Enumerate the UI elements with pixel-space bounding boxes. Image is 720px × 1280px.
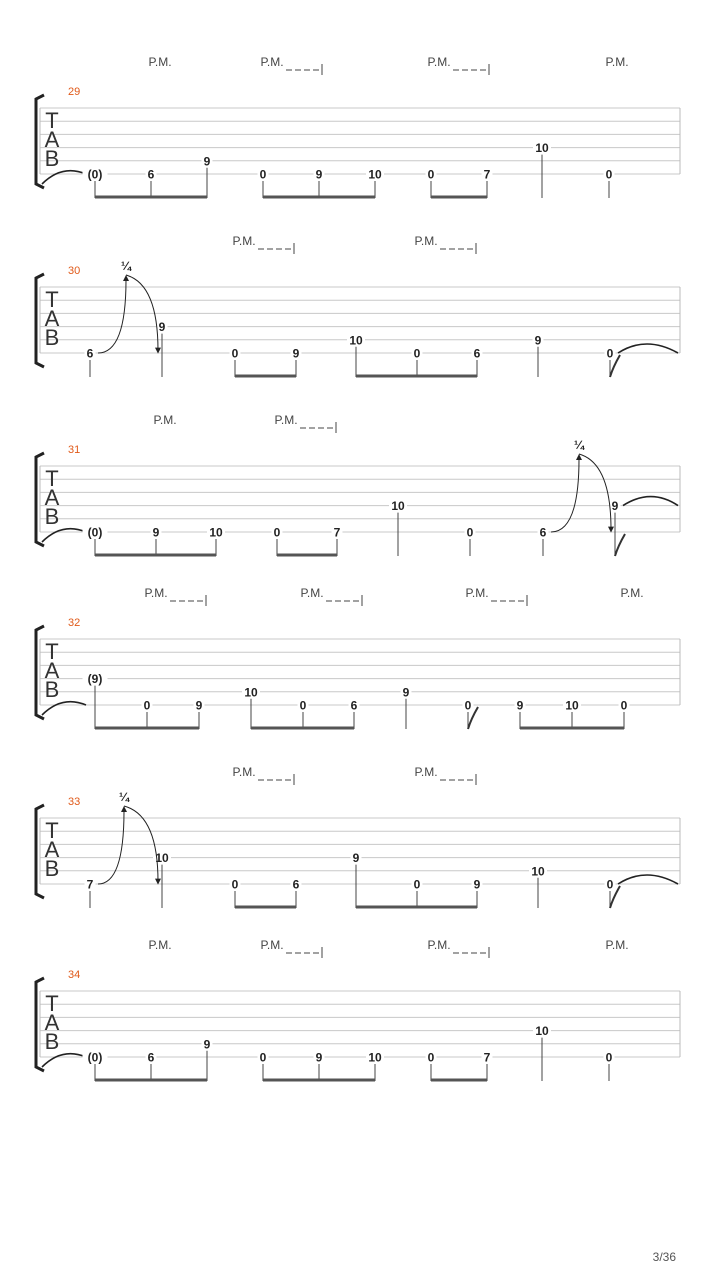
fret-number: 6 [539,525,547,540]
tie-in-arc [42,702,86,715]
tab-clef-letter: B [44,1029,60,1054]
note[interactable] [482,1050,493,1081]
palm-mute-label: P.M. [620,586,644,600]
tab-clef-letter: B [44,504,60,529]
note[interactable] [202,154,213,198]
note[interactable] [401,685,412,729]
tie-out-arc [623,497,678,506]
note[interactable] [349,698,360,729]
note[interactable] [472,346,483,377]
note[interactable] [194,698,205,729]
fret-number: 10 [244,685,258,700]
note[interactable] [482,167,493,198]
fret-number: 10 [155,851,169,866]
fret-number: 6 [147,1050,155,1065]
note[interactable] [426,167,437,198]
tab-clef-letter: T [45,466,59,491]
note[interactable] [605,877,621,908]
note[interactable] [85,877,96,908]
tab-clef-letter: T [45,108,59,133]
fret-number: 9 [315,167,323,182]
beam [277,554,337,557]
note[interactable] [426,1050,437,1081]
note[interactable] [412,346,423,377]
fret-number: 9 [611,499,619,514]
tie-in-arc [42,1054,86,1067]
note[interactable] [465,525,476,556]
fret-number: 10 [391,499,405,514]
palm-mute-label: P.M. [144,586,168,600]
fret-number: 10 [531,864,545,879]
fret-number: 10 [368,167,382,182]
fret-number: 10 [368,1050,382,1065]
palm-mute-label: P.M. [260,938,284,952]
note[interactable] [472,877,483,908]
tie-in-arc [42,529,86,542]
beam [356,375,477,378]
fret-number: 9 [315,1050,323,1065]
palm-mute-label: P.M. [153,413,177,427]
note[interactable] [83,1050,108,1081]
note[interactable] [291,877,302,908]
note[interactable] [389,499,407,556]
staff-system [36,234,680,378]
fret-number: 0 [259,167,267,182]
fret-number: 0 [413,877,421,892]
tab-clef-letter: A [44,306,60,331]
fret-number: 10 [535,1024,549,1039]
palm-mute-label: P.M. [300,586,324,600]
note[interactable] [463,698,479,729]
fret-number: 6 [473,346,481,361]
fret-number: 9 [203,1037,211,1052]
note-flag [615,534,625,556]
fret-number: (9) [87,672,103,687]
note[interactable] [538,525,549,556]
bend-arc-up [551,459,579,532]
note[interactable] [563,698,581,729]
beam [431,196,487,199]
palm-mute-label: P.M. [427,938,451,952]
note[interactable] [146,167,157,198]
beam [356,906,477,909]
fret-number: 9 [195,698,203,713]
beam [263,1079,375,1082]
fret-number: 9 [402,685,410,700]
fret-number: 6 [350,698,358,713]
fret-number: 9 [292,346,300,361]
staff-system [36,413,680,557]
note[interactable] [272,525,283,556]
fret-number: 0 [427,167,435,182]
tab-clef-letter: A [44,1010,60,1035]
page-number: 3/36 [652,1250,676,1264]
fret-number: 0 [606,346,614,361]
beam [520,727,624,730]
fret-number: 0 [606,877,614,892]
palm-mute-label: P.M. [232,765,256,779]
tab-clef-letter: T [45,818,59,843]
tab-clef-letter: B [44,146,60,171]
note[interactable] [146,1050,157,1081]
tab-clef-letter: A [44,485,60,510]
note[interactable] [533,333,544,377]
palm-mute-label: P.M. [148,938,172,952]
note[interactable] [85,346,96,377]
bend-amount-label: ¼ [573,438,585,452]
palm-mute-label: P.M. [605,938,629,952]
note[interactable] [83,525,108,556]
beam [235,375,296,378]
fret-number: 10 [565,698,579,713]
beam [431,1079,487,1082]
fret-number: 6 [86,346,94,361]
tie-in-arc [42,171,86,184]
tab-clef-letter: T [45,287,59,312]
fret-number: 9 [534,333,542,348]
beam [251,727,354,730]
note[interactable] [83,167,108,198]
tab-clef-letter: A [44,127,60,152]
fret-number: 0 [413,346,421,361]
bend-amount-label: ¼ [118,790,130,804]
fret-number: 7 [86,877,94,892]
note[interactable] [151,525,162,556]
fret-number: 0 [273,525,281,540]
fret-number: (0) [87,1050,103,1065]
measure-number: 33 [68,796,81,808]
bend-release-arc [126,275,158,351]
note[interactable] [230,346,241,377]
note[interactable] [351,851,362,908]
staff-system [36,55,680,199]
fret-number: 0 [620,698,628,713]
note[interactable] [242,685,260,729]
fret-number: 0 [259,1050,267,1065]
palm-mute-label: P.M. [414,234,438,248]
note[interactable] [533,1024,551,1081]
note[interactable] [230,877,241,908]
note[interactable] [515,698,526,729]
staff-system [36,765,680,909]
note[interactable] [619,698,630,729]
note[interactable] [533,141,551,198]
measure-number: 34 [68,969,81,981]
palm-mute-label: P.M. [465,586,489,600]
beam [235,906,296,909]
note[interactable] [291,346,302,377]
fret-number: 9 [152,525,160,540]
palm-mute-label: P.M. [274,413,298,427]
fret-number: 7 [333,525,341,540]
tab-clef-letter: B [44,677,60,702]
note[interactable] [604,1050,615,1081]
note[interactable] [366,167,384,198]
note[interactable] [314,167,325,198]
fret-number: (0) [87,525,103,540]
fret-number: 0 [231,346,239,361]
tab-clef-letter: B [44,325,60,350]
note[interactable] [412,877,423,908]
fret-number: 10 [535,141,549,156]
staff-system [36,586,680,730]
note[interactable] [529,864,547,908]
tab-clef-letter: B [44,856,60,881]
staff-system [36,938,680,1082]
fret-number: 0 [464,698,472,713]
measure-number: 31 [68,444,81,456]
fret-number: 9 [203,154,211,169]
bend-amount-label: ¼ [120,259,132,273]
fret-number: 6 [147,167,155,182]
bend-release-arc [124,806,158,882]
bend-release-arc [579,454,611,530]
note[interactable] [347,333,365,377]
bend-arc-up [98,811,124,884]
fret-number: 9 [352,851,360,866]
fret-number: 7 [483,1050,491,1065]
fret-number: 6 [292,877,300,892]
palm-mute-label: P.M. [232,234,256,248]
fret-number: 10 [209,525,223,540]
tab-clef-letter: T [45,639,59,664]
fret-number: 0 [427,1050,435,1065]
fret-number: 0 [143,698,151,713]
measure-number: 29 [68,86,81,98]
note[interactable] [298,698,309,729]
tie-out-arc [618,875,678,884]
fret-number: 10 [349,333,363,348]
fret-number: 0 [231,877,239,892]
note[interactable] [202,1037,213,1081]
fret-number: 9 [516,698,524,713]
tab-clef-letter: A [44,837,60,862]
note[interactable] [314,1050,325,1081]
note[interactable] [258,167,269,198]
note[interactable] [332,525,343,556]
measure-number: 30 [68,265,81,277]
fret-number: (0) [87,167,103,182]
note[interactable] [207,525,225,556]
bend-arc-up [98,280,126,353]
palm-mute-label: P.M. [605,55,629,69]
tab-clef-letter: A [44,658,60,683]
fret-number: 0 [299,698,307,713]
palm-mute-label: P.M. [148,55,172,69]
fret-number: 9 [158,320,166,335]
fret-number: 0 [605,167,613,182]
fret-number: 7 [483,167,491,182]
beam [95,196,207,199]
measure-number: 32 [68,617,81,629]
tie-out-arc [618,344,678,353]
fret-number: 9 [473,877,481,892]
note[interactable] [604,167,615,198]
note[interactable] [366,1050,384,1081]
beam [263,196,375,199]
note[interactable] [83,672,108,729]
palm-mute-label: P.M. [427,55,451,69]
fret-number: 0 [466,525,474,540]
palm-mute-label: P.M. [414,765,438,779]
beam [95,1079,207,1082]
beam [95,554,216,557]
tab-clef-letter: T [45,991,59,1016]
fret-number: 0 [605,1050,613,1065]
note[interactable] [258,1050,269,1081]
note[interactable] [605,346,621,377]
beam [95,727,199,730]
palm-mute-label: P.M. [260,55,284,69]
note[interactable] [142,698,153,729]
